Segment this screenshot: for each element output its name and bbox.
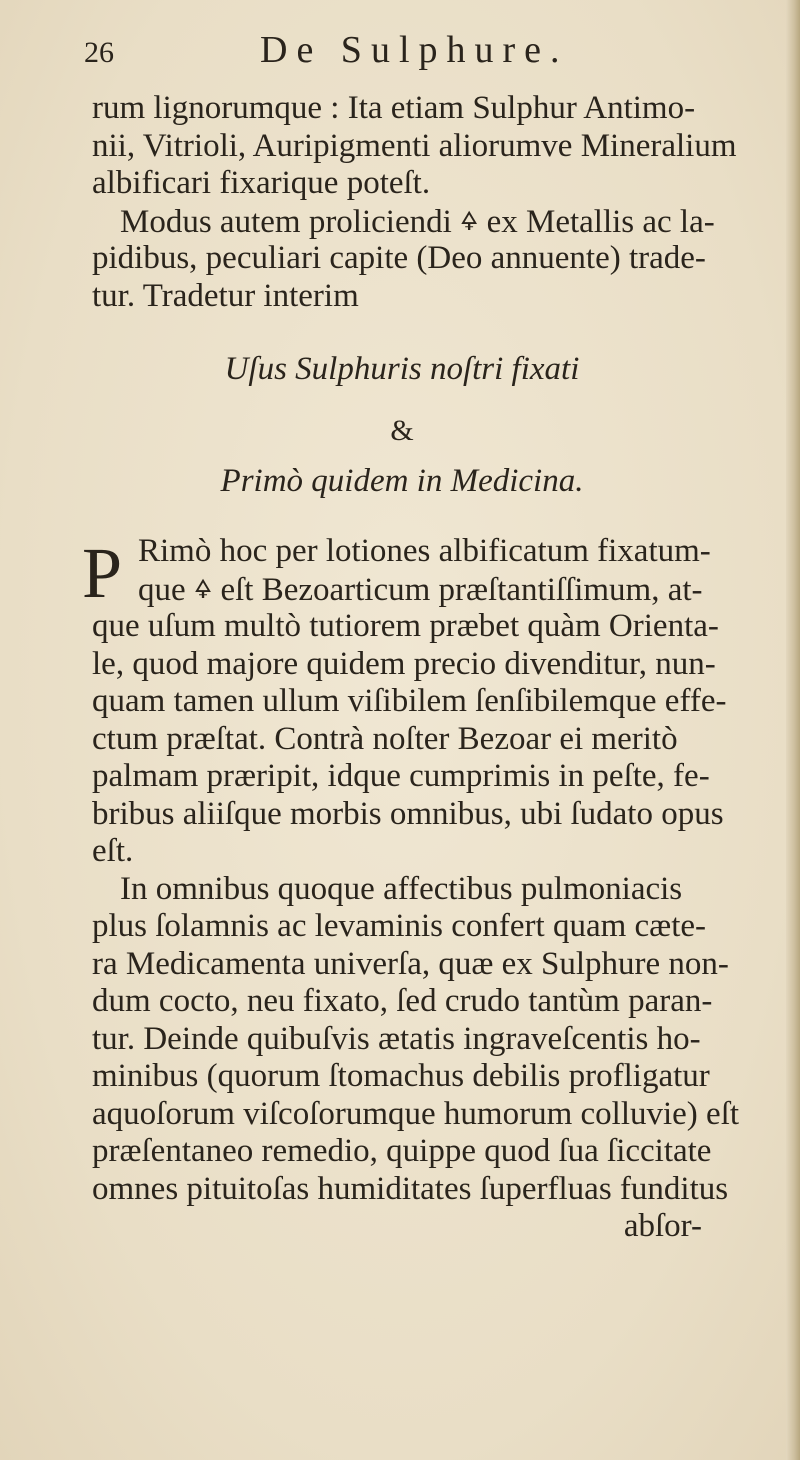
text-line: ctum præſtat. Contrà noſter Bezoar ei meritò: [92, 720, 678, 757]
page-number: 26: [84, 36, 114, 69]
paragraph-modus: [92, 203, 792, 316]
section-title: Uſus Sulphuris noſtri fixati: [224, 351, 580, 387]
text-segment: eſt Bezoarticum præſtantiſſimum, at-: [220, 571, 703, 608]
text-line: omnes pituitoſas humiditates ſuperfluas funditus: [92, 1170, 729, 1207]
text-line: [92, 203, 792, 241]
text-segment: ex Metallis ac la-: [486, 203, 715, 240]
text-line: tur. Deinde quibuſvis ætatis ingraveſcentis ho-: [92, 1020, 701, 1057]
paragraph-primo: [82, 533, 792, 871]
text-line: Rimò hoc per lotiones albificatum fixatum-: [138, 533, 711, 569]
paragraph-in-omnibus: [92, 871, 792, 1209]
catchword: abſor-: [623, 1208, 702, 1244]
text-line: eſt.: [92, 833, 134, 869]
drop-cap: P: [82, 533, 123, 613]
text-line: nii, Vitrioli, Auripigmenti aliorumve Mineralium: [92, 127, 737, 164]
text-line: tur. Tradetur interim: [92, 277, 359, 314]
text-line: que uſum multò tutiorem præbet quàm Orienta-: [92, 608, 719, 644]
alchemical-sulphur-symbol: 🜍: [460, 206, 479, 236]
text-line: albificari fixarique poteſt.: [92, 165, 431, 201]
section-subtitle: Primò quidem in Medicina.: [220, 463, 584, 499]
intro-paragraph: [92, 90, 792, 203]
text-line: pidibus, peculiari capite (Deo annuente) trade-: [92, 240, 706, 276]
text-line: palmam præripit, idque cumprimis in peſte, fe-: [92, 758, 710, 794]
running-title: De Sulphure.: [260, 29, 569, 71]
section-ampersand: &: [390, 414, 414, 447]
text-line: [92, 571, 792, 609]
text-line: ra Medicamenta univerſa, quæ ex Sulphure non-: [92, 945, 729, 982]
text-line: In omnibus quoque affectibus pulmoniacis: [120, 870, 683, 907]
text-line: rum lignorumque : Ita etiam Sulphur Antimo-: [92, 90, 696, 126]
text-line: quam tamen ullum viſibilem ſenſibilemque effe-: [92, 683, 727, 719]
page-header: [84, 29, 792, 90]
text-line: dum cocto, neu fixato, ſed crudo tantùm paran-: [92, 983, 713, 1019]
text-line: le, quod majore quidem precio divenditur, nun-: [92, 645, 716, 682]
text-line: plus ſolamnis ac levaminis confert quam cæte-: [92, 908, 706, 944]
text-segment: Modus autem proliciendi: [120, 203, 452, 240]
text-line: bribus aliiſque morbis omnibus, ubi ſudato opus: [92, 795, 724, 832]
text-line: præſentaneo remedio, quippe quod ſua ſiccitate: [92, 1133, 712, 1169]
text-line: aquoſorum viſcoſorumque humorum colluvie) eſt: [92, 1095, 740, 1132]
alchemical-sulphur-symbol: 🜍: [193, 574, 213, 604]
text-line: minibus (quorum ſtomachus debilis profligatur: [92, 1058, 710, 1094]
page-text: [82, 29, 792, 1246]
text-segment: que: [138, 571, 186, 608]
